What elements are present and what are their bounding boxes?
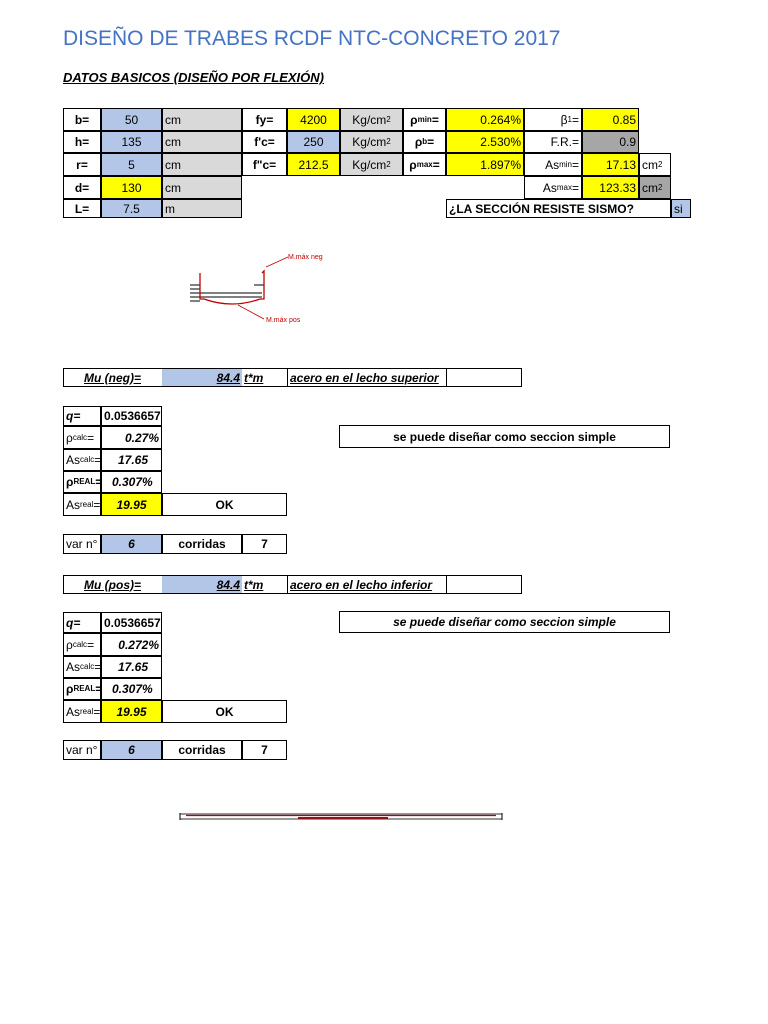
pos-steel-text: acero en el lecho inferior bbox=[287, 575, 446, 594]
neg-rhoreal-label: ρ REAL = bbox=[63, 471, 101, 493]
pos-ascalc-value: 17.65 bbox=[101, 656, 162, 678]
pos-mu-label: Mu (pos)= bbox=[84, 577, 141, 592]
neg-ascalc-value: 17.65 bbox=[101, 449, 162, 471]
pos-rhoreal-value: 0.307% bbox=[101, 678, 162, 700]
asmax-value: 123.33 bbox=[582, 176, 639, 199]
pos-ascalc-label: As calc = bbox=[63, 656, 101, 678]
fcc-value-cell: 212.5 bbox=[287, 153, 340, 176]
neg-asreal-label: As real = bbox=[63, 493, 101, 516]
b-label: b= bbox=[63, 108, 101, 131]
neg-rhocalc-value: 0.27% bbox=[101, 426, 162, 449]
neg-mu-label: Mu (neg)= bbox=[84, 370, 141, 385]
fr-value: 0.9 bbox=[582, 131, 639, 153]
d-unit: cm bbox=[162, 176, 242, 199]
diagram-neg-label: M.máx neg bbox=[288, 254, 323, 261]
neg-design-message: se puede diseñar como seccion simple bbox=[339, 425, 670, 448]
neg-var-value[interactable]: 6 bbox=[101, 534, 162, 554]
pos-q-label: q= bbox=[63, 612, 101, 633]
b-value-cell[interactable]: 50 bbox=[101, 108, 162, 131]
rho-b-value: 2.530% bbox=[446, 131, 524, 153]
asmax-label: As max = bbox=[524, 176, 582, 199]
fy-value-cell[interactable]: 4200 bbox=[287, 108, 340, 131]
d-label: d= bbox=[63, 176, 101, 199]
asmax-unit: cm 2 bbox=[639, 176, 671, 199]
page-title: DISEÑO DE TRABES RCDF NTC-CONCRETO 2017 bbox=[63, 27, 561, 50]
pos-var-label: var n° bbox=[63, 740, 101, 760]
d-value-cell: 130 bbox=[101, 176, 162, 199]
r-label: r= bbox=[63, 153, 101, 176]
pos-rhoreal-label: ρ REAL = bbox=[63, 678, 101, 700]
pos-var-value[interactable]: 6 bbox=[101, 740, 162, 760]
rho-min-value: 0.264% bbox=[446, 108, 524, 131]
neg-corridas-value: 7 bbox=[242, 534, 287, 554]
neg-ascalc-label: As calc = bbox=[63, 449, 101, 471]
h-label: h= bbox=[63, 131, 101, 153]
fy-label: fy= bbox=[242, 108, 287, 131]
fcc-label: f"c= bbox=[242, 153, 287, 176]
r-unit: cm bbox=[162, 153, 242, 176]
fc-value-cell[interactable]: 250 bbox=[287, 131, 340, 153]
pos-asreal-label: As real = bbox=[63, 700, 101, 723]
asmin-unit: cm 2 bbox=[639, 153, 671, 176]
pos-mu-value[interactable]: 84.4 bbox=[162, 576, 242, 593]
asmin-value: 17.13 bbox=[582, 153, 639, 176]
section-subtitle: DATOS BASICOS (DISEÑO POR FLEXIÓN) bbox=[63, 70, 324, 85]
pos-rhocalc-value: 0.272% bbox=[101, 633, 162, 656]
asmin-label: As min = bbox=[524, 153, 582, 176]
h-value-cell[interactable]: 135 bbox=[101, 131, 162, 153]
neg-ok-status: OK bbox=[162, 493, 287, 516]
rho-b-label: ρ b = bbox=[403, 131, 446, 153]
neg-var-label: var n° bbox=[63, 534, 101, 554]
pos-ok-status: OK bbox=[162, 700, 287, 723]
fcc-unit: Kg/cm 2 bbox=[340, 153, 403, 176]
rho-max-value: 1.897% bbox=[446, 153, 524, 176]
neg-q-label: q= bbox=[63, 406, 101, 426]
neg-corridas-label: corridas bbox=[162, 534, 242, 554]
beam-elevation-sketch bbox=[178, 812, 506, 822]
L-value-cell[interactable]: 7.5 bbox=[101, 199, 162, 218]
pos-rhocalc-label: ρ calc = bbox=[63, 633, 101, 656]
pos-q-value: 0.0536657 bbox=[101, 612, 162, 633]
L-label: L= bbox=[63, 199, 101, 218]
b-unit: cm bbox=[162, 108, 242, 131]
rho-min-label: ρ min = bbox=[403, 108, 446, 131]
neg-mu-unit: t*m bbox=[244, 370, 264, 385]
seismic-question: ¿LA SECCIÓN RESISTE SISMO? bbox=[446, 199, 671, 218]
neg-mu-value[interactable]: 84.4 bbox=[162, 369, 242, 386]
fr-label: F.R.= bbox=[524, 131, 582, 153]
pos-corridas-value: 7 bbox=[242, 740, 287, 760]
neg-steel-text: acero en el lecho superior bbox=[287, 368, 446, 387]
neg-rhocalc-label: ρ calc = bbox=[63, 426, 101, 449]
diagram-pos-label: M.máx pos bbox=[266, 317, 301, 324]
h-unit: cm bbox=[162, 131, 242, 153]
beta-label: β 1 = bbox=[524, 108, 582, 131]
fc-label: f'c= bbox=[242, 131, 287, 153]
rho-max-label: ρ max = bbox=[403, 153, 446, 176]
L-unit: m bbox=[162, 199, 242, 218]
neg-rhoreal-value: 0.307% bbox=[101, 471, 162, 493]
pos-corridas-label: corridas bbox=[162, 740, 242, 760]
neg-q-value: 0.0536657 bbox=[101, 406, 162, 426]
beam-moment-diagram bbox=[180, 245, 340, 330]
r-value-cell[interactable]: 5 bbox=[101, 153, 162, 176]
pos-mu-unit: t*m bbox=[244, 577, 264, 592]
beta-value: 0.85 bbox=[582, 108, 639, 131]
fc-unit: Kg/cm 2 bbox=[340, 131, 403, 153]
seismic-answer[interactable]: si bbox=[671, 199, 691, 218]
neg-asreal-value: 19.95 bbox=[101, 493, 162, 516]
fy-unit: Kg/cm 2 bbox=[340, 108, 403, 131]
pos-asreal-value: 19.95 bbox=[101, 700, 162, 723]
pos-design-message: se puede diseñar como seccion simple bbox=[339, 611, 670, 633]
